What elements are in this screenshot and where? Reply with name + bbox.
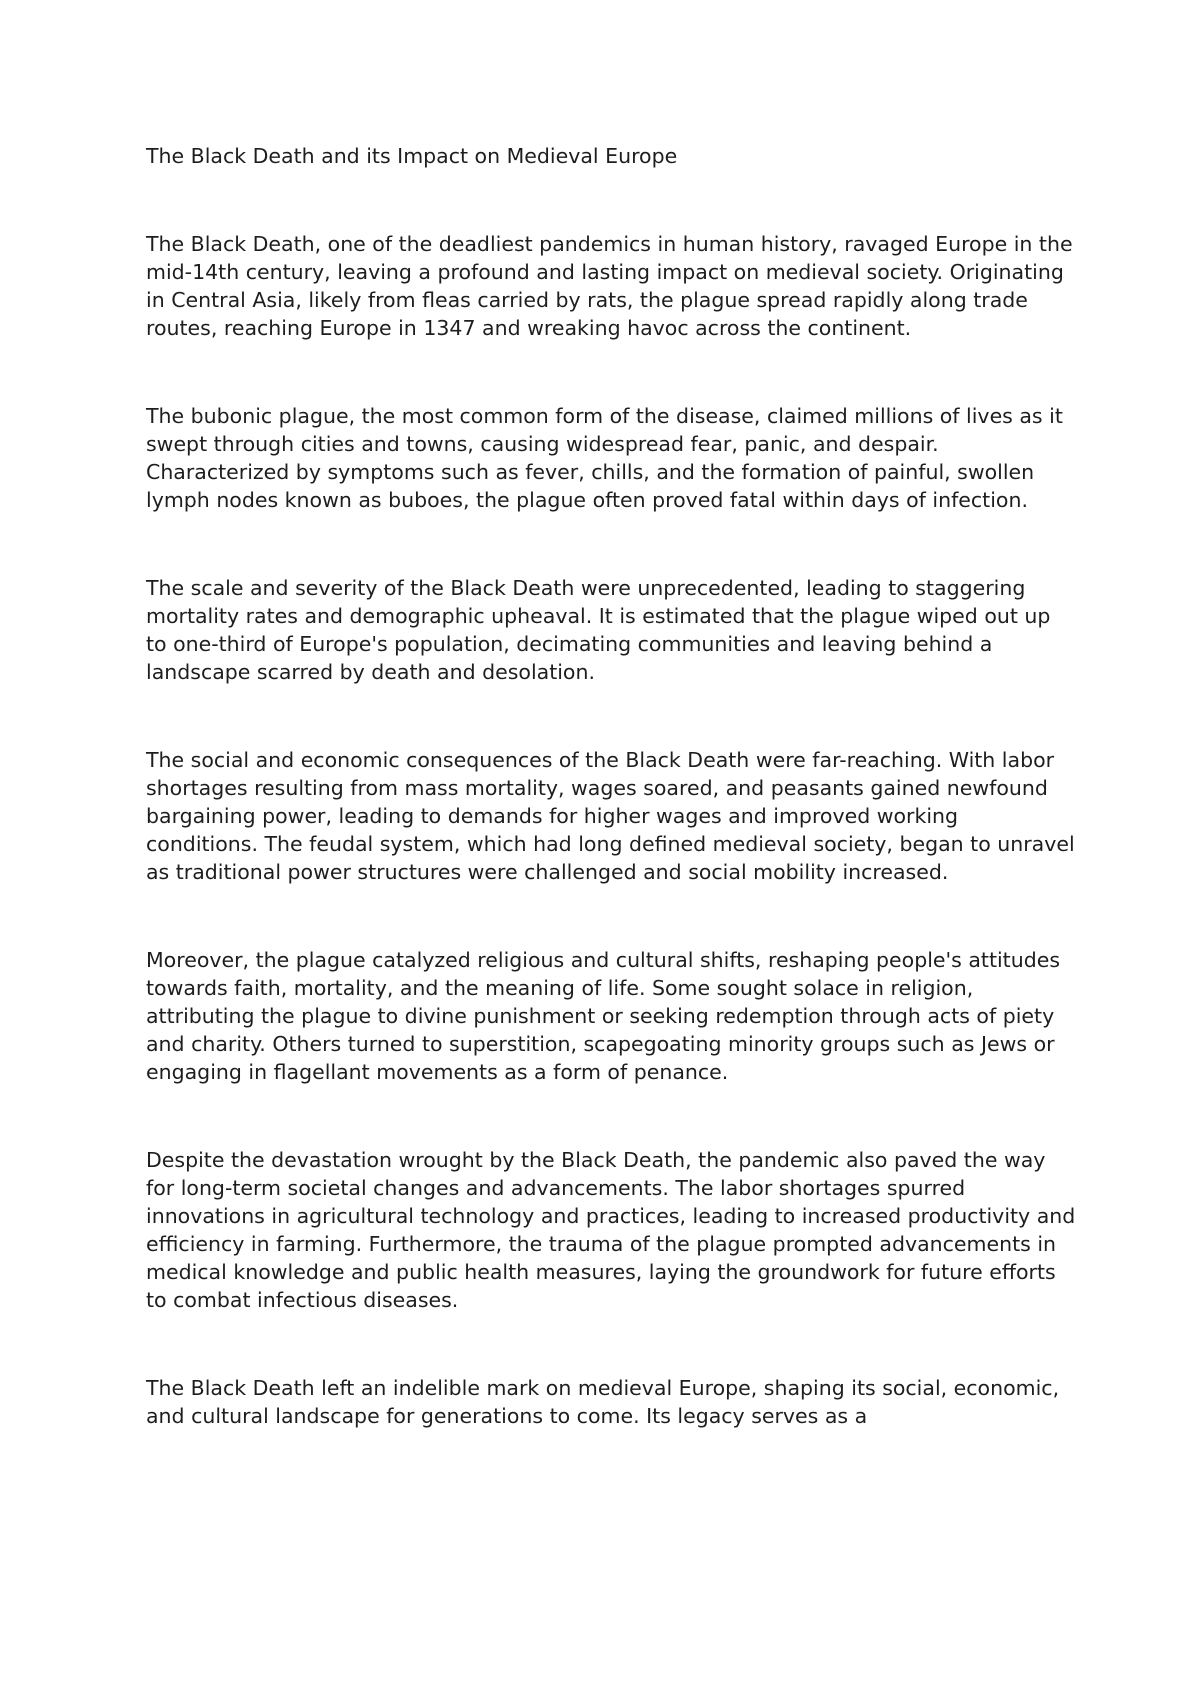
- document-body: [146, 142, 1076, 1430]
- paragraph-7: The Black Death left an indelible mark on medieval Europe, shaping its social, economic, and cultural landscape for generations to come. Its legacy serves as a: [146, 1376, 1060, 1428]
- paragraph-3: The scale and severity of the Black Death were unprecedented, leading to staggering mortality rates and demographic upheaval. It is estimated that the plague wiped out up to one-third of Europe's population, decimating communities and leaving behind a landscape scarred by death and desolation.: [146, 576, 1051, 684]
- paragraph-6: Despite the devastation wrought by the Black Death, the pandemic also paved the way for long-term societal changes and advancements. The labor shortages spurred innovations in agricultural technology and practices, leading to increased productivity and efficiency in farming. Furthermore, the trauma of the plague prompted advancements in medical knowledge and public health measures, laying the groundwork for future efforts to combat infectious diseases.: [146, 1148, 1076, 1312]
- paragraph-4: The social and economic consequences of the Black Death were far-reaching. With labor shortages resulting from mass mortality, wages soared, and peasants gained newfound bargaining power, leading to demands for higher wages and improved working conditions. The feudal system, which had long defined medieval society, began to unravel as traditional power structures were challenged and social mobility increased.: [146, 748, 1075, 884]
- paragraph-2: The bubonic plague, the most common form of the disease, claimed millions of lives as it swept through cities and towns, causing widespread fear, panic, and despair. Characterized by symptoms such as fever, chills, and the formation of painful, swollen lymph nodes known as buboes, the plague often proved fatal within days of infection.: [146, 404, 1063, 512]
- paragraph-1: The Black Death, one of the deadliest pandemics in human history, ravaged Europe in the mid-14th century, leaving a profound and lasting impact on medieval society. Originating in Central Asia, likely from fleas carried by rats, the plague spread rapidly along trade routes, reaching Europe in 1347 and wreaking havoc across the continent.: [146, 232, 1073, 340]
- document-title: The Black Death and its Impact on Medieval Europe: [146, 144, 678, 168]
- paragraph-5: Moreover, the plague catalyzed religious and cultural shifts, reshaping people's attitudes towards faith, mortality, and the meaning of life. Some sought solace in religion, attributing the plague to divine punishment or seeking redemption through acts of piety and charity. Others turned to superstition, scapegoating minority groups such as Jews or engaging in flagellant movements as a form of penance.: [146, 948, 1061, 1084]
